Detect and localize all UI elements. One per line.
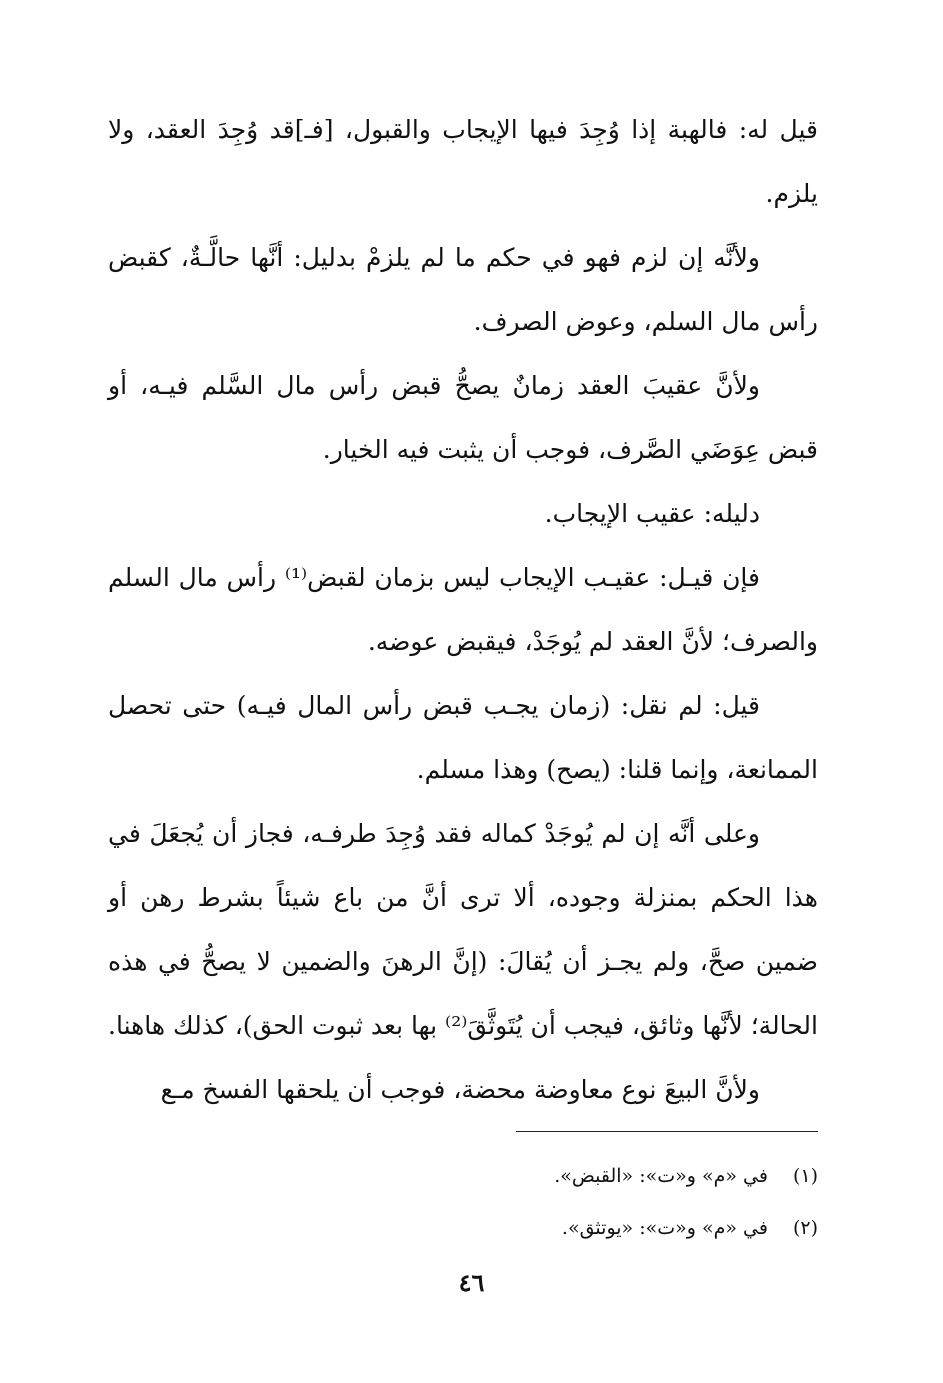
footnote-1 — [400, 1150, 818, 1202]
paragraph-7: وعلى أنَّه إن لم يُوجَدْ كماله فقد وُجِدَ طرفـه، فجاز أن يُجعَلَ في هذا الحكم بمنزلة وجوده، ألا ترى أنَّ من باع شيئاً بشرط رهن أو ضمين صحَّ، ولم يجـز أن يُقالَ: (إنَّ الرهنَ والضمين لا يصحُّ في هذه الحالة؛ لأنَّها وثائق، فيجب أن يُتَوثَّقَ⁽²⁾ بها بعد ثبوت الحق)، كذلك هاهنا. — [108, 819, 818, 1040]
paragraph-1: قيل له: فالهبة إذا وُجِدَ فيها الإيجاب والقبول، [فـ]قد وُجِدَ العقد، ولا يلزم. — [108, 115, 818, 208]
footnotes — [400, 1150, 818, 1254]
paragraph-3: ولأنَّ عقيبَ العقد زمانٌ يصحُّ قبض رأس مال السَّلم فيـه، أو قبض عِوَضَي الصَّرف، فوجب أن يثبت فيه الخيار. — [108, 371, 818, 464]
paragraph-8: ولأنَّ البيعَ نوع معاوضة محضة، فوجب أن يلحقها الفسخ مـع — [160, 1075, 760, 1104]
paragraph-2: ولأنَّه إن لزم فهو في حكم ما لم يلزمْ بدليل: أنَّها حالَّـةٌ، كقبض رأس مال السلم، وعوض الصرف. — [108, 243, 818, 336]
footnote-text: في «م» و«ت»: «القبض». — [554, 1165, 768, 1187]
footnote-number: (٢) — [792, 1217, 818, 1239]
paragraph-4: دليله: عقيب الإيجاب. — [544, 499, 760, 528]
footnote-text: في «م» و«ت»: «يوتثق». — [561, 1217, 768, 1239]
footnote-number: (١) — [792, 1165, 818, 1187]
page-number: ٤٦ — [458, 1268, 485, 1297]
footnote-divider — [516, 1131, 818, 1132]
footnote-2 — [400, 1202, 818, 1254]
main-text — [108, 98, 818, 1122]
paragraph-6: قيل: لم نقل: (زمان يجـب قبض رأس المال فيـه) حتى تحصل الممانعة، وإنما قلنا: (يصح) وهذا مسلم. — [108, 691, 818, 784]
paragraph-5: فإن قيـل: عقيـب الإيجاب ليس بزمان لقبض⁽¹⁾ رأس مال السلم والصرف؛ لأنَّ العقد لم يُوجَدْ، فيقبض عوضه. — [108, 563, 818, 656]
